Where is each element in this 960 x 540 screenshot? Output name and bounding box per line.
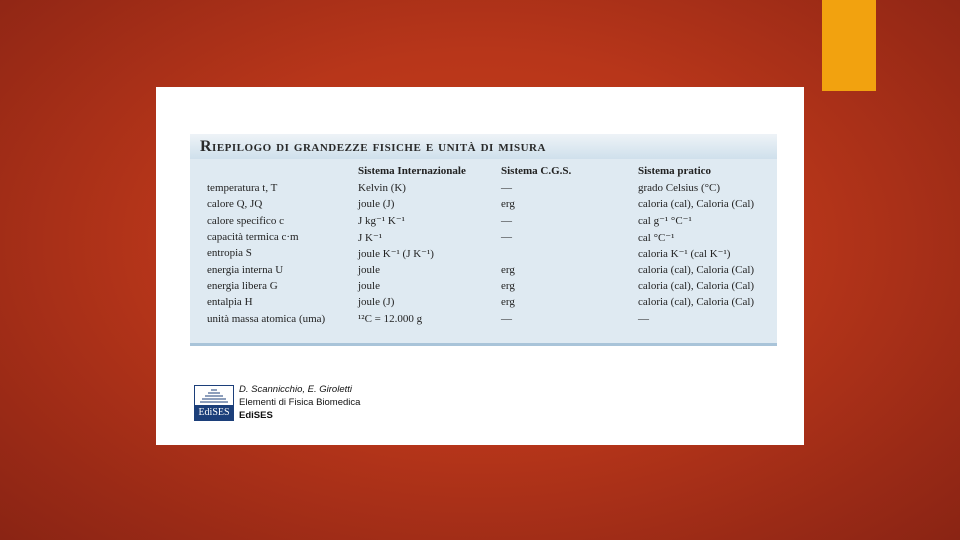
cell-practical: cal g⁻¹ °C⁻¹ <box>638 215 692 228</box>
table-row <box>190 196 777 212</box>
cell-practical: caloria (cal), Caloria (Cal) <box>638 198 755 211</box>
table-header-row <box>190 162 777 180</box>
cell-practical: caloria (cal), Caloria (Cal) <box>638 263 755 276</box>
cell-si: joule (J) <box>358 198 395 211</box>
cell-cgs: erg <box>501 263 515 276</box>
cell-quantity: unità massa atomica (uma) <box>207 312 326 325</box>
publisher-brand: EdiSES <box>239 410 273 421</box>
cell-quantity: energia libera G <box>207 279 278 292</box>
cell-quantity: entropia S <box>207 247 252 260</box>
cell-practical: caloria (cal), Caloria (Cal) <box>638 296 755 309</box>
units-table <box>190 162 777 327</box>
cell-cgs <box>501 245 638 261</box>
cell-cgs: — <box>501 214 512 227</box>
header-cell-practical: Sistema pratico <box>638 165 712 177</box>
header-cell-si: Sistema Internazionale <box>358 165 466 177</box>
table-row <box>190 310 777 326</box>
cell-quantity: calore specifico c <box>207 214 284 227</box>
cell-quantity: energia interna U <box>207 263 284 276</box>
cell-practical: cal °C⁻¹ <box>638 231 675 244</box>
cell-practical: grado Celsius (°C) <box>638 182 721 195</box>
table-row <box>190 180 777 196</box>
slide-image-card <box>156 87 804 445</box>
cell-si: J K⁻¹ <box>358 231 383 244</box>
table-row <box>190 294 777 310</box>
cell-si: joule <box>358 279 380 292</box>
cell-cgs: erg <box>501 296 515 309</box>
book-title: Elementi di Fisica Biomedica <box>239 397 361 408</box>
book-lines-icon <box>198 389 230 403</box>
summary-table-box <box>190 134 777 346</box>
cell-si: Kelvin (K) <box>358 182 406 195</box>
logo-text: EdiSES <box>195 405 233 420</box>
table-row <box>190 229 777 245</box>
table-title: Riepilogo di grandezze fisiche e unità di misura <box>190 134 777 159</box>
cell-cgs: erg <box>501 198 515 211</box>
cell-quantity: calore Q, JQ <box>207 198 263 211</box>
cell-si: ¹²C = 12.000 g <box>358 312 423 325</box>
table-bottom-rule <box>190 343 777 346</box>
header-cell-cgs: Sistema C.G.S. <box>501 165 572 177</box>
cell-quantity: capacità termica c·m <box>207 231 299 244</box>
table-row <box>190 245 777 261</box>
edises-logo <box>194 385 234 421</box>
book-authors: D. Scannicchio, E. Giroletti <box>239 384 352 395</box>
cell-quantity: temperatura t, T <box>207 182 278 195</box>
publisher-text <box>239 383 360 422</box>
table-row <box>190 278 777 294</box>
table-row <box>190 213 777 229</box>
header-cell-quantity <box>190 162 358 180</box>
cell-practical: caloria (cal), Caloria (Cal) <box>638 279 755 292</box>
cell-si: joule <box>358 263 380 276</box>
cell-cgs: erg <box>501 279 515 292</box>
table-row <box>190 261 777 277</box>
cell-quantity: entalpia H <box>207 296 253 309</box>
cell-cgs: — <box>501 312 512 325</box>
cell-si: J kg⁻¹ K⁻¹ <box>358 215 405 228</box>
cell-si: joule K⁻¹ (J K⁻¹) <box>358 247 434 260</box>
cell-cgs: — <box>501 231 512 244</box>
accent-bar <box>822 0 876 91</box>
cell-practical: — <box>638 312 649 325</box>
cell-practical: caloria K⁻¹ (cal K⁻¹) <box>638 247 731 260</box>
cell-si: joule (J) <box>358 296 395 309</box>
cell-cgs: — <box>501 182 512 195</box>
